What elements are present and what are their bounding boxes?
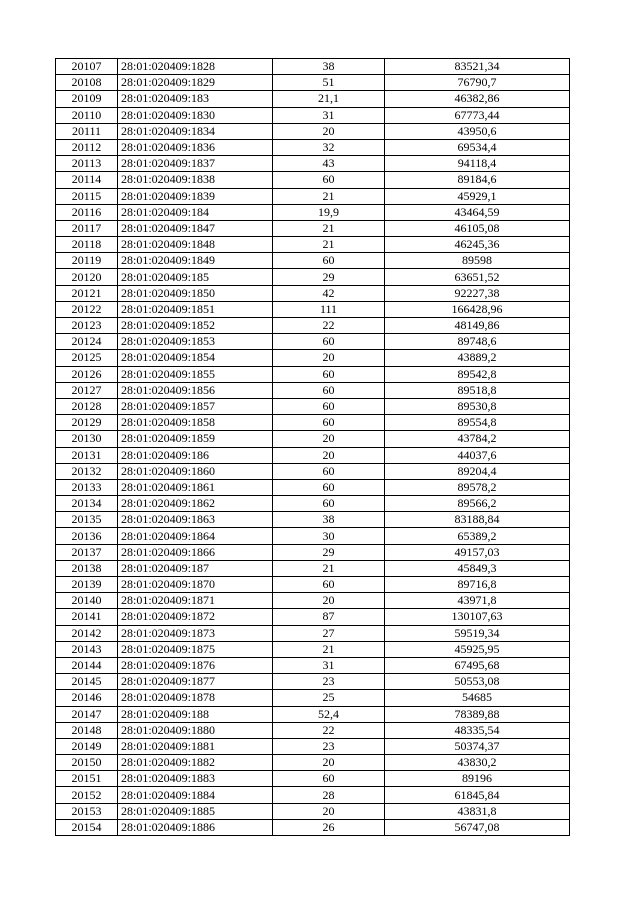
- area-cell: 20: [273, 431, 385, 447]
- row-number-cell: 20137: [56, 544, 118, 560]
- table-row: [56, 819, 570, 835]
- cadastral-number-cell: 28:01:020409:1866: [118, 544, 273, 560]
- area-cell: 20: [273, 593, 385, 609]
- area-cell: 21: [273, 560, 385, 576]
- row-number-cell: 20129: [56, 415, 118, 431]
- table-row: [56, 237, 570, 253]
- row-number-cell: 20151: [56, 771, 118, 787]
- value-cell: 43950,6: [385, 123, 570, 139]
- cadastral-number-cell: 28:01:020409:184: [118, 204, 273, 220]
- row-number-cell: 20121: [56, 285, 118, 301]
- cadastral-number-cell: 28:01:020409:183: [118, 91, 273, 107]
- row-number-cell: 20149: [56, 738, 118, 754]
- row-number-cell: 20128: [56, 398, 118, 414]
- table-body: [56, 59, 570, 836]
- cadastral-number-cell: 28:01:020409:1873: [118, 625, 273, 641]
- area-cell: 31: [273, 657, 385, 673]
- table-row: [56, 544, 570, 560]
- area-cell: 60: [273, 253, 385, 269]
- row-number-cell: 20138: [56, 560, 118, 576]
- cadastral-number-cell: 28:01:020409:1877: [118, 674, 273, 690]
- value-cell: 50374,37: [385, 738, 570, 754]
- cadastral-number-cell: 28:01:020409:1856: [118, 382, 273, 398]
- row-number-cell: 20146: [56, 690, 118, 706]
- area-cell: 23: [273, 674, 385, 690]
- table-row: [56, 285, 570, 301]
- row-number-cell: 20143: [56, 641, 118, 657]
- table-row: [56, 204, 570, 220]
- value-cell: 89518,8: [385, 382, 570, 398]
- value-cell: 45925,95: [385, 641, 570, 657]
- row-number-cell: 20125: [56, 350, 118, 366]
- table-row: [56, 75, 570, 91]
- table-row: [56, 706, 570, 722]
- value-cell: 65389,2: [385, 528, 570, 544]
- table-row: [56, 738, 570, 754]
- cadastral-number-cell: 28:01:020409:186: [118, 447, 273, 463]
- area-cell: 20: [273, 123, 385, 139]
- area-cell: 60: [273, 415, 385, 431]
- row-number-cell: 20116: [56, 204, 118, 220]
- table-row: [56, 722, 570, 738]
- value-cell: 78389,88: [385, 706, 570, 722]
- row-number-cell: 20115: [56, 188, 118, 204]
- row-number-cell: 20142: [56, 625, 118, 641]
- cadastral-number-cell: 28:01:020409:1882: [118, 755, 273, 771]
- value-cell: 89716,8: [385, 577, 570, 593]
- table-row: [56, 577, 570, 593]
- value-cell: 89566,2: [385, 496, 570, 512]
- value-cell: 50553,08: [385, 674, 570, 690]
- value-cell: 89184,6: [385, 172, 570, 188]
- table-row: [56, 755, 570, 771]
- cadastral-number-cell: 28:01:020409:1850: [118, 285, 273, 301]
- area-cell: 27: [273, 625, 385, 641]
- table-row: [56, 771, 570, 787]
- value-cell: 48335,54: [385, 722, 570, 738]
- table-row: [56, 382, 570, 398]
- value-cell: 63651,52: [385, 269, 570, 285]
- row-number-cell: 20145: [56, 674, 118, 690]
- area-cell: 32: [273, 139, 385, 155]
- cadastral-number-cell: 28:01:020409:1880: [118, 722, 273, 738]
- cadastral-number-cell: 28:01:020409:1830: [118, 107, 273, 123]
- row-number-cell: 20134: [56, 496, 118, 512]
- row-number-cell: 20135: [56, 512, 118, 528]
- table-row: [56, 107, 570, 123]
- value-cell: 45929,1: [385, 188, 570, 204]
- area-cell: 60: [273, 463, 385, 479]
- row-number-cell: 20132: [56, 463, 118, 479]
- value-cell: 69534,4: [385, 139, 570, 155]
- cadastral-number-cell: 28:01:020409:1861: [118, 479, 273, 495]
- row-number-cell: 20126: [56, 366, 118, 382]
- row-number-cell: 20113: [56, 156, 118, 172]
- table-row: [56, 431, 570, 447]
- row-number-cell: 20114: [56, 172, 118, 188]
- row-number-cell: 20148: [56, 722, 118, 738]
- cadastral-number-cell: 28:01:020409:1883: [118, 771, 273, 787]
- area-cell: 51: [273, 75, 385, 91]
- cadastral-number-cell: 28:01:020409:1848: [118, 237, 273, 253]
- area-cell: 42: [273, 285, 385, 301]
- cadastral-number-cell: 28:01:020409:1855: [118, 366, 273, 382]
- cadastral-number-cell: 28:01:020409:1871: [118, 593, 273, 609]
- area-cell: 21: [273, 220, 385, 236]
- area-cell: 22: [273, 318, 385, 334]
- area-cell: 111: [273, 301, 385, 317]
- value-cell: 89204,4: [385, 463, 570, 479]
- table-row: [56, 641, 570, 657]
- area-cell: 38: [273, 59, 385, 75]
- row-number-cell: 20122: [56, 301, 118, 317]
- value-cell: 61845,84: [385, 787, 570, 803]
- value-cell: 54685: [385, 690, 570, 706]
- cadastral-number-cell: 28:01:020409:1858: [118, 415, 273, 431]
- area-cell: 60: [273, 334, 385, 350]
- cadastral-number-cell: 28:01:020409:1884: [118, 787, 273, 803]
- table-row: [56, 172, 570, 188]
- table-row: [56, 496, 570, 512]
- table-row: [56, 447, 570, 463]
- value-cell: 94118,4: [385, 156, 570, 172]
- table-row: [56, 398, 570, 414]
- area-cell: 20: [273, 350, 385, 366]
- area-cell: 21,1: [273, 91, 385, 107]
- row-number-cell: 20154: [56, 819, 118, 835]
- row-number-cell: 20120: [56, 269, 118, 285]
- area-cell: 43: [273, 156, 385, 172]
- table-row: [56, 301, 570, 317]
- area-cell: 21: [273, 237, 385, 253]
- cadastral-number-cell: 28:01:020409:1870: [118, 577, 273, 593]
- table-row: [56, 593, 570, 609]
- area-cell: 60: [273, 496, 385, 512]
- value-cell: 43889,2: [385, 350, 570, 366]
- row-number-cell: 20131: [56, 447, 118, 463]
- value-cell: 89542,8: [385, 366, 570, 382]
- table-row: [56, 657, 570, 673]
- row-number-cell: 20112: [56, 139, 118, 155]
- table-row: [56, 269, 570, 285]
- table-row: [56, 188, 570, 204]
- cadastral-number-cell: 28:01:020409:1885: [118, 803, 273, 819]
- area-cell: 21: [273, 188, 385, 204]
- area-cell: 60: [273, 172, 385, 188]
- table-row: [56, 139, 570, 155]
- cadastral-number-cell: 28:01:020409:1862: [118, 496, 273, 512]
- table-row: [56, 350, 570, 366]
- table-row: [56, 674, 570, 690]
- table-row: [56, 787, 570, 803]
- cadastral-number-cell: 28:01:020409:1852: [118, 318, 273, 334]
- table-row: [56, 528, 570, 544]
- cadastral-number-cell: 28:01:020409:1875: [118, 641, 273, 657]
- row-number-cell: 20107: [56, 59, 118, 75]
- value-cell: 43464,59: [385, 204, 570, 220]
- row-number-cell: 20119: [56, 253, 118, 269]
- value-cell: 89748,6: [385, 334, 570, 350]
- row-number-cell: 20117: [56, 220, 118, 236]
- row-number-cell: 20130: [56, 431, 118, 447]
- table-row: [56, 803, 570, 819]
- table-row: [56, 625, 570, 641]
- table-row: [56, 156, 570, 172]
- value-cell: 166428,96: [385, 301, 570, 317]
- value-cell: 67495,68: [385, 657, 570, 673]
- area-cell: 29: [273, 269, 385, 285]
- area-cell: 20: [273, 447, 385, 463]
- cadastral-number-cell: 28:01:020409:1828: [118, 59, 273, 75]
- row-number-cell: 20136: [56, 528, 118, 544]
- cadastral-number-cell: 28:01:020409:1886: [118, 819, 273, 835]
- row-number-cell: 20140: [56, 593, 118, 609]
- cadastral-number-cell: 28:01:020409:1872: [118, 609, 273, 625]
- row-number-cell: 20153: [56, 803, 118, 819]
- row-number-cell: 20139: [56, 577, 118, 593]
- area-cell: 60: [273, 577, 385, 593]
- value-cell: 56747,08: [385, 819, 570, 835]
- cadastral-number-cell: 28:01:020409:1859: [118, 431, 273, 447]
- cadastral-number-cell: 28:01:020409:1876: [118, 657, 273, 673]
- area-cell: 20: [273, 803, 385, 819]
- cadastral-number-cell: 28:01:020409:188: [118, 706, 273, 722]
- value-cell: 92227,38: [385, 285, 570, 301]
- table-row: [56, 59, 570, 75]
- cadastral-number-cell: 28:01:020409:1854: [118, 350, 273, 366]
- cadastral-number-cell: 28:01:020409:1864: [118, 528, 273, 544]
- value-cell: 43971,8: [385, 593, 570, 609]
- cadastral-table: [55, 58, 570, 836]
- value-cell: 46105,08: [385, 220, 570, 236]
- row-number-cell: 20118: [56, 237, 118, 253]
- row-number-cell: 20109: [56, 91, 118, 107]
- cadastral-number-cell: 28:01:020409:187: [118, 560, 273, 576]
- area-cell: 60: [273, 479, 385, 495]
- cadastral-number-cell: 28:01:020409:1878: [118, 690, 273, 706]
- value-cell: 59519,34: [385, 625, 570, 641]
- area-cell: 25: [273, 690, 385, 706]
- area-cell: 28: [273, 787, 385, 803]
- cadastral-number-cell: 28:01:020409:1834: [118, 123, 273, 139]
- area-cell: 22: [273, 722, 385, 738]
- area-cell: 38: [273, 512, 385, 528]
- row-number-cell: 20110: [56, 107, 118, 123]
- table-row: [56, 253, 570, 269]
- cadastral-number-cell: 28:01:020409:1847: [118, 220, 273, 236]
- value-cell: 76790,7: [385, 75, 570, 91]
- area-cell: 60: [273, 366, 385, 382]
- table-row: [56, 91, 570, 107]
- area-cell: 87: [273, 609, 385, 625]
- value-cell: 89598: [385, 253, 570, 269]
- cadastral-number-cell: 28:01:020409:1860: [118, 463, 273, 479]
- value-cell: 89578,2: [385, 479, 570, 495]
- value-cell: 44037,6: [385, 447, 570, 463]
- value-cell: 48149,86: [385, 318, 570, 334]
- cadastral-number-cell: 28:01:020409:1839: [118, 188, 273, 204]
- table-row: [56, 415, 570, 431]
- table-row: [56, 463, 570, 479]
- row-number-cell: 20108: [56, 75, 118, 91]
- cadastral-number-cell: 28:01:020409:1838: [118, 172, 273, 188]
- area-cell: 60: [273, 398, 385, 414]
- row-number-cell: 20147: [56, 706, 118, 722]
- area-cell: 60: [273, 382, 385, 398]
- area-cell: 23: [273, 738, 385, 754]
- value-cell: 67773,44: [385, 107, 570, 123]
- cadastral-number-cell: 28:01:020409:1857: [118, 398, 273, 414]
- area-cell: 52,4: [273, 706, 385, 722]
- table-row: [56, 366, 570, 382]
- row-number-cell: 20152: [56, 787, 118, 803]
- area-cell: 20: [273, 755, 385, 771]
- row-number-cell: 20141: [56, 609, 118, 625]
- table-row: [56, 318, 570, 334]
- area-cell: 21: [273, 641, 385, 657]
- area-cell: 29: [273, 544, 385, 560]
- value-cell: 46382,86: [385, 91, 570, 107]
- row-number-cell: 20124: [56, 334, 118, 350]
- row-number-cell: 20144: [56, 657, 118, 673]
- cadastral-number-cell: 28:01:020409:1863: [118, 512, 273, 528]
- area-cell: 60: [273, 771, 385, 787]
- value-cell: 46245,36: [385, 237, 570, 253]
- value-cell: 83188,84: [385, 512, 570, 528]
- value-cell: 89196: [385, 771, 570, 787]
- cadastral-number-cell: 28:01:020409:1829: [118, 75, 273, 91]
- cadastral-number-cell: 28:01:020409:1853: [118, 334, 273, 350]
- table-row: [56, 220, 570, 236]
- table-row: [56, 512, 570, 528]
- cadastral-number-cell: 28:01:020409:1849: [118, 253, 273, 269]
- cadastral-number-cell: 28:01:020409:1881: [118, 738, 273, 754]
- cadastral-number-cell: 28:01:020409:1851: [118, 301, 273, 317]
- table-row: [56, 479, 570, 495]
- document-page: [55, 58, 569, 836]
- table-row: [56, 690, 570, 706]
- row-number-cell: 20150: [56, 755, 118, 771]
- area-cell: 31: [273, 107, 385, 123]
- value-cell: 89530,8: [385, 398, 570, 414]
- row-number-cell: 20127: [56, 382, 118, 398]
- value-cell: 83521,34: [385, 59, 570, 75]
- table-row: [56, 560, 570, 576]
- area-cell: 30: [273, 528, 385, 544]
- row-number-cell: 20123: [56, 318, 118, 334]
- area-cell: 19,9: [273, 204, 385, 220]
- row-number-cell: 20133: [56, 479, 118, 495]
- value-cell: 89554,8: [385, 415, 570, 431]
- row-number-cell: 20111: [56, 123, 118, 139]
- value-cell: 130107,63: [385, 609, 570, 625]
- table-row: [56, 334, 570, 350]
- table-row: [56, 609, 570, 625]
- cadastral-number-cell: 28:01:020409:1836: [118, 139, 273, 155]
- table-row: [56, 123, 570, 139]
- value-cell: 49157,03: [385, 544, 570, 560]
- value-cell: 45849,3: [385, 560, 570, 576]
- value-cell: 43784,2: [385, 431, 570, 447]
- value-cell: 43831,8: [385, 803, 570, 819]
- cadastral-number-cell: 28:01:020409:1837: [118, 156, 273, 172]
- cadastral-number-cell: 28:01:020409:185: [118, 269, 273, 285]
- value-cell: 43830,2: [385, 755, 570, 771]
- area-cell: 26: [273, 819, 385, 835]
